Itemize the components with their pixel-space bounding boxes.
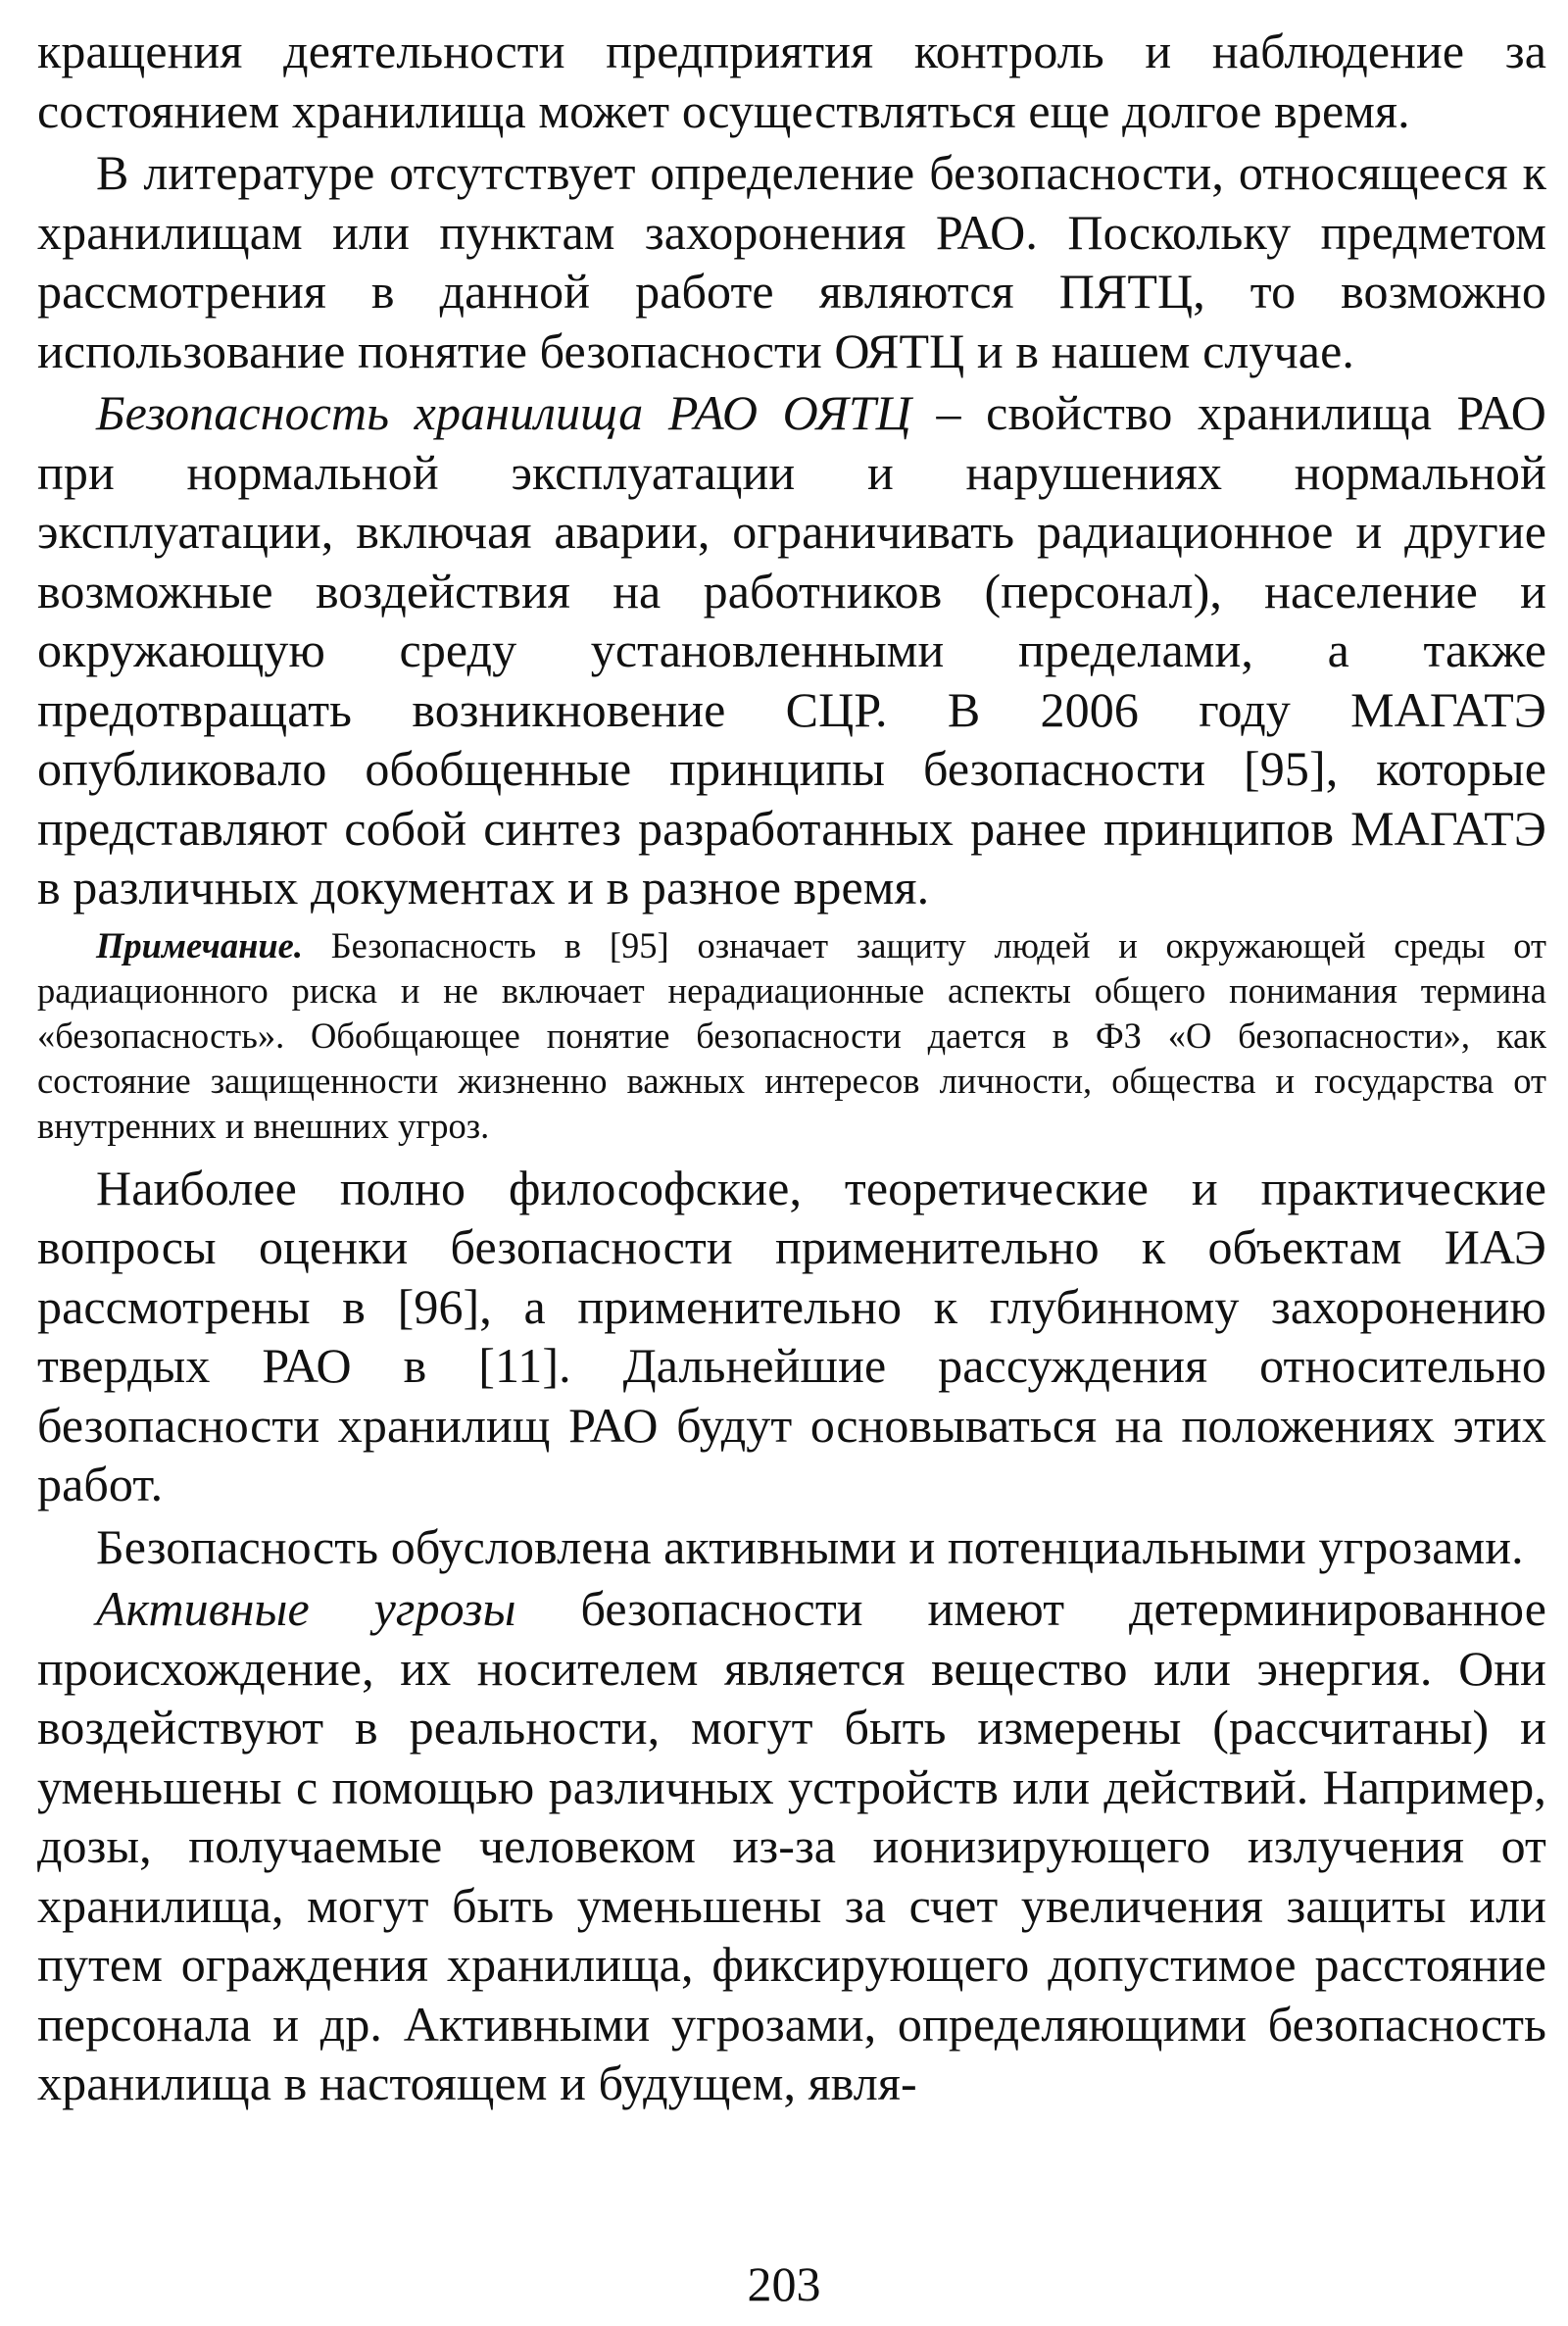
term-active-threats: Активные угрозы — [96, 1581, 516, 1636]
active-threats-text: безопасности имеют детерминированное происхождение, их носителем является вещество или энергия. Они воздействуют в реальности, могут быть измерены (рассчитаны) и уменьшены с помощью различных устройств или действий. Например, дозы, получаемые человеком из-за ионизирующего излучения от хранилища, могут быть уменьшены за счет увеличения защиты или путем ограждения хранилища, фиксирующего допустимое расстояние персонала и др. Активными угрозами, определяющими безопасность хранилища в настоящем и будущем, явля- — [37, 1581, 1546, 2110]
page-number: 203 — [747, 2256, 821, 2311]
paragraph-safety-definition-absence: В литературе отсутствует определение безопасности, относящееся к хранилищам или пунктам захоронения РАО. Поскольку предметом рассмотрения в данной работе являются ПЯТЦ, то возможно использование понятие безопасности ОЯТЦ и в нашем случае. — [37, 145, 1546, 378]
definition-text: – свойство хранилища РАО при нормальной эксплуатации и нарушениях нормальной эксплуатации, включая аварии, ограничивать радиационное и другие возможные воздействия на работников (персонал), население и окружающую среду установленными пределами, а также предотвращать возникновение СЦР. В 2006 году МАГАТЭ опубликовало обобщенные принципы безопасности [95], которые представляют собой синтез разработанных ранее принципов МАГАТЭ в различных документах и в разное время. — [37, 385, 1546, 915]
term-storage-safety: Безопасность хранилища РАО ОЯТЦ — [96, 385, 911, 440]
paragraph-safety-definition — [37, 383, 1546, 917]
note-label: Примечание. — [96, 924, 303, 965]
paragraph-threats: Безопасность обусловлена активными и потенциальными угрозами. — [96, 1518, 1524, 1574]
paragraph-active-threats — [37, 1579, 1546, 2113]
page-body — [37, 22, 1546, 2116]
note-text: Безопасность в [95] означает защиту людей и окружающей среды от радиационного риска и не включает нерадиационные аспекты общего понимания термина «безопасность». Обобщающее понятие безопасности дается в ФЗ «О безопасности», как состояние защищенности жизненно важных интересов личности, общества и государства от внутренних и внешних угроз. — [37, 924, 1546, 1146]
note-block — [37, 923, 1546, 1149]
paragraph-continuation: кращения деятельности предприятия контроль и наблюдение за состоянием хранилища может осуществляться еще долгое время. — [37, 24, 1546, 138]
paragraph-safety-assessment: Наиболее полно философские, теоретические и практические вопросы оценки безопасности применительно к объектам ИАЭ рассмотрены в [96], а применительно к глубинному захоронению твердых РАО в [11]. Дальнейшие рассуждения относительно безопасности хранилищ РАО будут основываться на положениях этих работ. — [37, 1160, 1546, 1511]
